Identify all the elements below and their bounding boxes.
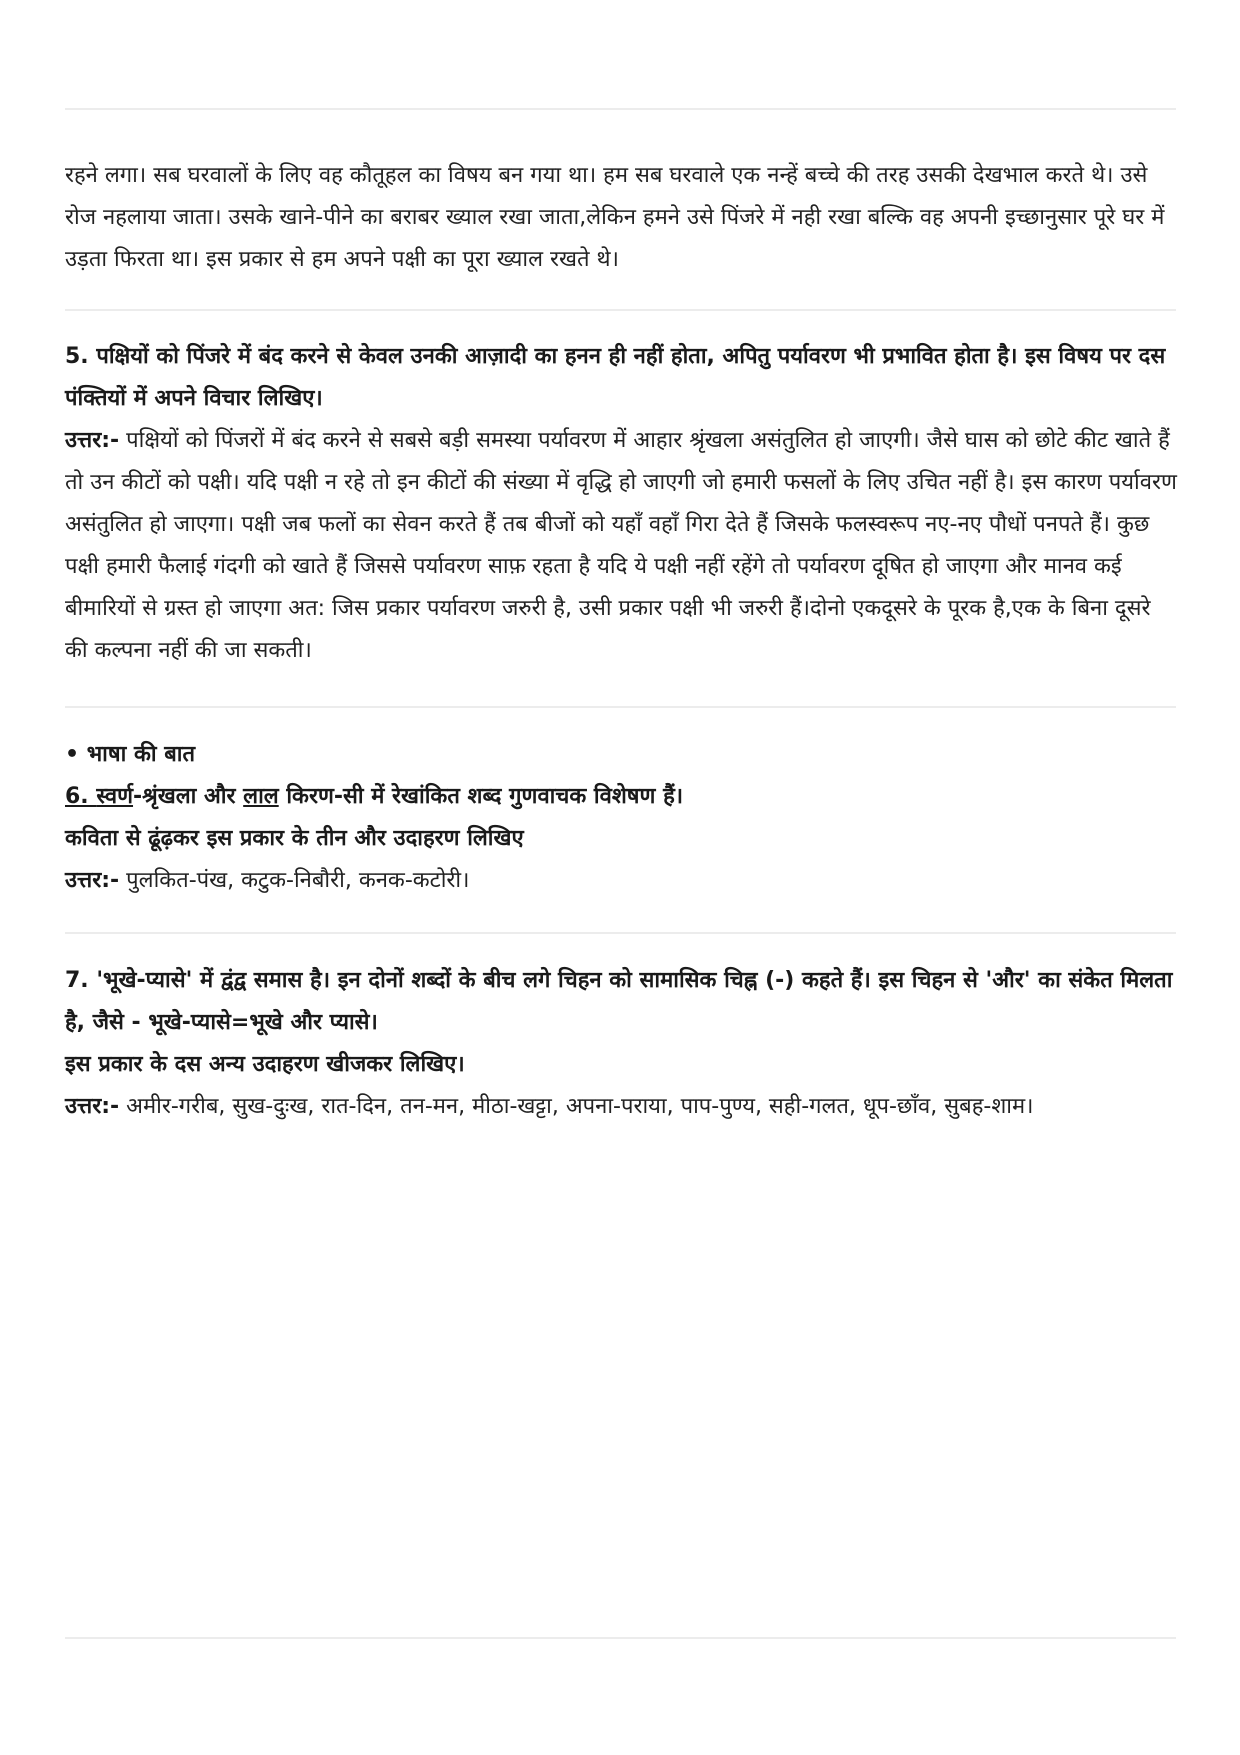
section-heading: • भाषा की बात bbox=[65, 742, 196, 767]
intro-text: रहने लगा। सब घरवालों के लिए वह कौतूहल का विषय बन गया था। हम सब घरवाले एक नन्हें बच्चे की तरह उसकी देखभाल करते थे। उसे रोज नहलाया जाता। उसके खाने-पीने का बराबर ख्याल रखा जाता,लेकिन हमने उसे पिंजरे में नही रखा बल्कि वह अपनी इच्छानुसार पूरे घर में उड़ता फिरता था। इस प्रकार से हम अपने पक्षी का पूरा ख्याल रखते थे। bbox=[65, 163, 1165, 272]
answer-6 bbox=[65, 860, 1180, 902]
answer-label: उत्तर:- bbox=[65, 1094, 120, 1119]
answer-7-text: अमीर-गरीब, सुख-दुःख, रात-दिन, तन-मन, मीठा-खट्टा, अपना-पराया, पाप-पुण्य, सही-गलत, धूप-छाँव, सुबह-शाम। bbox=[119, 1094, 1034, 1119]
answer-label: उत्तर:- bbox=[65, 868, 120, 893]
answer-5-text: पक्षियों को पिंजरों में बंद करने से सबसे बड़ी समस्या पर्यावरण में आहार श्रृंखला असंतुलित हो जाएगी। जैसे घास को छोटे कीट खाते हैं तो उन कीटों को पक्षी। यदि पक्षी न रहे तो इन कीटों की संख्या में वृद्धि हो जाएगी जो हमारी फसलों के लिए उचित नहीं है। इस कारण पर्यावरण असंतुलित हो जाएगा। पक्षी जब फलों का सेवन करते हैं तब बीजों को यहाँ वहाँ गिरा देते हैं जिसके फलस्वरूप नए-नए पौधों पनपते हैं। कुछ पक्षी हमारी फैलाई गंदगी को खाते हैं जिससे पर्यावरण साफ़ रहता है यदि ये पक्षी नहीं रहेंगे तो पर्यावरण दूषित हो जाएगा और मानव कई बीमारियों से ग्रस्त हो जाएगा अत: जिस प्रकार पर्यावरण जरुरी है, उसी प्रकार पक्षी भी जरुरी हैं।दोनो एकदूसरे के पूरक है,एक के बिना दूसरे की कल्पना नहीं की जा सकती। bbox=[65, 428, 1177, 663]
divider bbox=[65, 1637, 1176, 1639]
intro-paragraph bbox=[65, 155, 1180, 281]
question-number: 6. bbox=[65, 784, 97, 809]
question-5-text: 5. पक्षियों को पिंजरे में बंद करने से केवल उनकी आज़ादी का हनन ही नहीं होता, अपितु पर्यावरण भी प्रभावित होता है। इस विषय पर दस पंक्तियों में अपने विचार लिखिए। bbox=[65, 344, 1166, 411]
question-6-line2: कविता से ढूंढ़कर इस प्रकार के तीन और उदाहरण लिखिए bbox=[65, 826, 524, 851]
underlined-word: स्वर्ण bbox=[96, 784, 134, 809]
divider bbox=[65, 706, 1176, 708]
underlined-word: लाल bbox=[243, 784, 279, 809]
question-7 bbox=[65, 960, 1180, 1128]
answer-5 bbox=[65, 420, 1180, 672]
question-6-text: किरण-सी में रेखांकित शब्द गुणवाचक विशेषण हैं। bbox=[278, 784, 684, 809]
answer-6-text: पुलकित-पंख, कटुक-निबौरी, कनक-कटोरी। bbox=[119, 868, 470, 893]
question-7-line2: इस प्रकार के दस अन्य उदाहरण खीजकर लिखिए। bbox=[65, 1052, 465, 1077]
question-7-line1: 7. 'भूखे-प्यासे' में द्वंद्व समास है। इन दोनों शब्दों के बीच लगे चिहन को सामासिक चिह्न (-) कहते हैं। इस चिहन से 'और' का संकेत मिलता है, जैसे - भूखे-प्यासे=भूखे और प्यासे। bbox=[65, 968, 1173, 1035]
question-5 bbox=[65, 336, 1180, 672]
question-6-line1 bbox=[65, 776, 1180, 818]
divider bbox=[65, 309, 1176, 311]
divider bbox=[65, 108, 1176, 110]
divider bbox=[65, 932, 1176, 934]
question-6-text: -श्रृंखला और bbox=[133, 784, 244, 809]
question-6 bbox=[65, 734, 1180, 902]
answer-label: उत्तर:- bbox=[65, 428, 120, 453]
answer-7 bbox=[65, 1086, 1180, 1128]
